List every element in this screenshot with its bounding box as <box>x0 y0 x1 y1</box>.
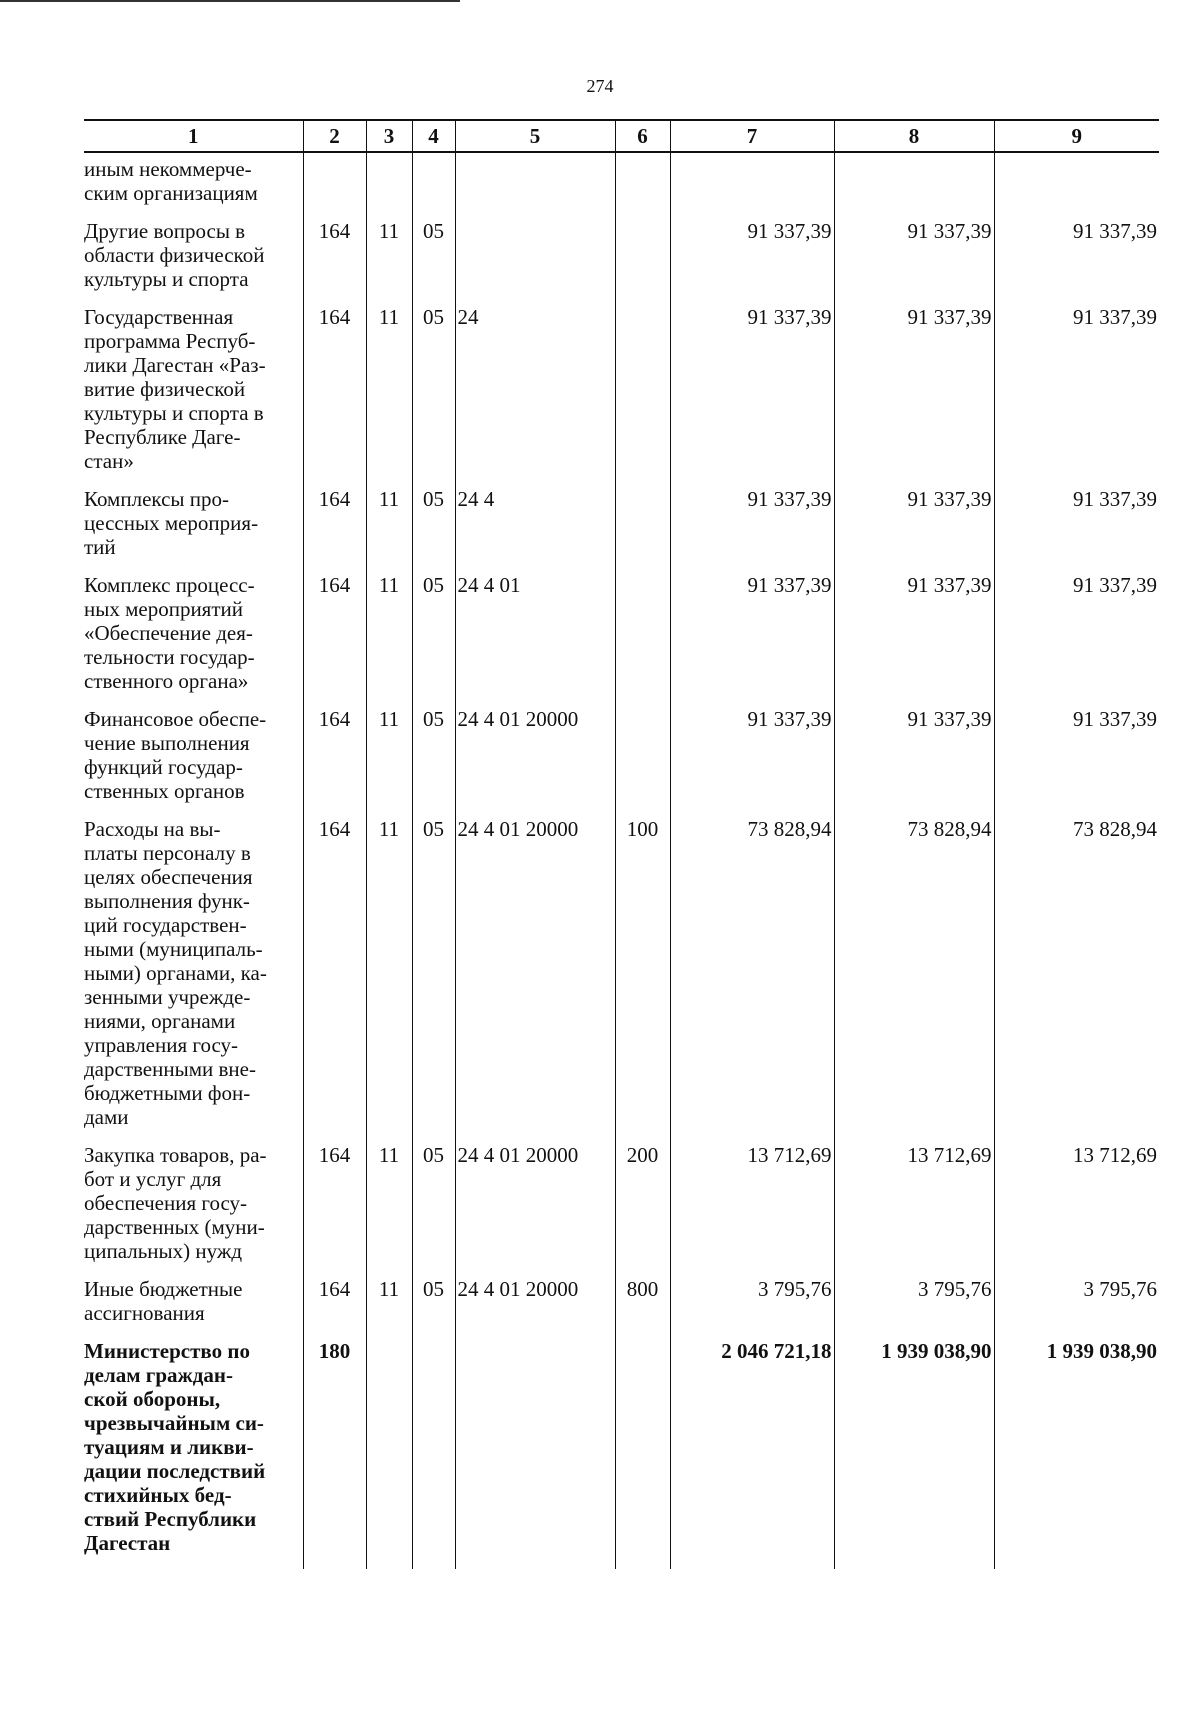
target-article-cell <box>455 152 615 219</box>
item-name-cell: Комплекс процесс- ных мероприятий «Обеспечение дея- тельности государ- ственного органа» <box>84 573 255 693</box>
table-row <box>84 219 1159 305</box>
col-header-9: 9 <box>994 120 1159 152</box>
target-article-cell: 24 4 01 20000 <box>455 817 615 1143</box>
section-code-cell: 11 <box>366 487 412 573</box>
amount-year1-cell <box>670 152 834 219</box>
amount-year3-cell: 91 337,39 <box>994 305 1159 487</box>
amount-year2-cell: 91 337,39 <box>834 487 994 573</box>
amount-year2-cell: 1 939 038,90 <box>834 1339 994 1569</box>
ved-code-cell: 164 <box>303 305 366 487</box>
table-header <box>84 120 1159 152</box>
subsection-code-cell: 05 <box>412 1143 455 1277</box>
table-row <box>84 817 1159 1143</box>
item-name-cell: иным некоммерче- ским организациям <box>84 157 258 205</box>
section-code-cell: 11 <box>366 817 412 1143</box>
section-code-cell: 11 <box>366 1143 412 1277</box>
target-article-cell: 24 4 01 20000 <box>455 1277 615 1339</box>
amount-year1-cell: 13 712,69 <box>670 1143 834 1277</box>
amount-year1-cell: 91 337,39 <box>670 707 834 817</box>
target-article-cell: 24 4 <box>455 487 615 573</box>
item-name-cell: Государственная программа Респуб- лики Дагестан «Раз- витие физической культуры и спорта в Республике Даге- стан» <box>84 305 266 473</box>
ved-code-cell: 164 <box>303 817 366 1143</box>
ved-code-cell: 180 <box>303 1339 366 1569</box>
section-code-cell: 11 <box>366 1277 412 1339</box>
col-header-5: 5 <box>455 120 615 152</box>
table-row <box>84 487 1159 573</box>
target-article-cell: 24 4 01 <box>455 573 615 707</box>
section-code-cell <box>366 1339 412 1569</box>
table-row <box>84 1339 1159 1569</box>
target-article-cell: 24 4 01 20000 <box>455 707 615 817</box>
section-code-cell: 11 <box>366 707 412 817</box>
col-header-7: 7 <box>670 120 834 152</box>
item-name-cell: Расходы на вы- платы персоналу в целях обеспечения выполнения функ- ций государствен- ными (муниципаль- ными) органами, ка- зенными учрежде- ниями, органами управления госу- дарственными вне- бюджетными фон- дами <box>84 817 267 1129</box>
item-name-cell: Иные бюджетные ассигнования <box>84 1277 243 1325</box>
subsection-code-cell: 05 <box>412 219 455 305</box>
table-row <box>84 1143 1159 1277</box>
amount-year1-cell: 91 337,39 <box>670 219 834 305</box>
amount-year2-cell: 91 337,39 <box>834 573 994 707</box>
scan-top-edge-line <box>0 0 460 2</box>
target-article-cell: 24 <box>455 305 615 487</box>
expense-type-cell: 200 <box>615 1143 670 1277</box>
expense-type-cell: 800 <box>615 1277 670 1339</box>
item-name-cell: Другие вопросы в области физической культуры и спорта <box>84 219 265 291</box>
amount-year1-cell: 73 828,94 <box>670 817 834 1143</box>
subsection-code-cell <box>412 152 455 219</box>
expense-type-cell <box>615 1339 670 1569</box>
table-row <box>84 305 1159 487</box>
header-row <box>84 120 1159 152</box>
amount-year3-cell: 91 337,39 <box>994 707 1159 817</box>
col-header-6: 6 <box>615 120 670 152</box>
target-article-cell: 24 4 01 20000 <box>455 1143 615 1277</box>
table-row <box>84 152 1159 219</box>
expense-type-cell <box>615 219 670 305</box>
col-header-4: 4 <box>412 120 455 152</box>
section-code-cell: 11 <box>366 305 412 487</box>
target-article-cell <box>455 1339 615 1569</box>
table-row <box>84 707 1159 817</box>
amount-year1-cell: 2 046 721,18 <box>670 1339 834 1569</box>
subsection-code-cell: 05 <box>412 305 455 487</box>
amount-year3-cell: 73 828,94 <box>994 817 1159 1143</box>
subsection-code-cell: 05 <box>412 573 455 707</box>
budget-table <box>84 119 1159 1569</box>
amount-year2-cell: 73 828,94 <box>834 817 994 1143</box>
page-number: 274 <box>586 76 614 96</box>
amount-year3-cell <box>994 152 1159 219</box>
subsection-code-cell <box>412 1339 455 1569</box>
col-header-2: 2 <box>303 120 366 152</box>
amount-year3-cell: 91 337,39 <box>994 487 1159 573</box>
table-body <box>84 152 1159 1569</box>
expense-type-cell <box>615 152 670 219</box>
section-code-cell: 11 <box>366 219 412 305</box>
amount-year3-cell: 3 795,76 <box>994 1277 1159 1339</box>
item-name-cell: Закупка товаров, ра- бот и услуг для обеспечения госу- дарственных (муни- ципальных) нужд <box>84 1143 267 1263</box>
ved-code-cell: 164 <box>303 1277 366 1339</box>
item-name-cell: Финансовое обеспе- чение выполнения функций государ- ственных органов <box>84 707 267 803</box>
table-row <box>84 1277 1159 1339</box>
target-article-cell <box>455 219 615 305</box>
ved-code-cell <box>303 152 366 219</box>
col-header-1: 1 <box>84 120 303 152</box>
ved-code-cell: 164 <box>303 707 366 817</box>
amount-year2-cell: 91 337,39 <box>834 219 994 305</box>
amount-year2-cell: 13 712,69 <box>834 1143 994 1277</box>
item-name-cell: Министерство по делам граждан- ской обороны, чрезвычайным си- туациям и ликви- дации последствий стихийных бед- ствий Республики Дагестан <box>84 1339 266 1555</box>
subsection-code-cell: 05 <box>412 487 455 573</box>
amount-year2-cell: 91 337,39 <box>834 707 994 817</box>
section-code-cell <box>366 152 412 219</box>
subsection-code-cell: 05 <box>412 707 455 817</box>
section-code-cell: 11 <box>366 573 412 707</box>
amount-year3-cell: 91 337,39 <box>994 219 1159 305</box>
amount-year3-cell: 1 939 038,90 <box>994 1339 1159 1569</box>
amount-year2-cell <box>834 152 994 219</box>
col-header-3: 3 <box>366 120 412 152</box>
amount-year2-cell: 91 337,39 <box>834 305 994 487</box>
amount-year1-cell: 91 337,39 <box>670 487 834 573</box>
table-row <box>84 573 1159 707</box>
amount-year2-cell: 3 795,76 <box>834 1277 994 1339</box>
expense-type-cell <box>615 487 670 573</box>
amount-year3-cell: 13 712,69 <box>994 1143 1159 1277</box>
expense-type-cell <box>615 573 670 707</box>
amount-year1-cell: 91 337,39 <box>670 305 834 487</box>
expense-type-cell <box>615 707 670 817</box>
col-header-8: 8 <box>834 120 994 152</box>
subsection-code-cell: 05 <box>412 817 455 1143</box>
expense-type-cell: 100 <box>615 817 670 1143</box>
expense-type-cell <box>615 305 670 487</box>
amount-year3-cell: 91 337,39 <box>994 573 1159 707</box>
subsection-code-cell: 05 <box>412 1277 455 1339</box>
amount-year1-cell: 91 337,39 <box>670 573 834 707</box>
ved-code-cell: 164 <box>303 487 366 573</box>
ved-code-cell: 164 <box>303 219 366 305</box>
ved-code-cell: 164 <box>303 1143 366 1277</box>
item-name-cell: Комплексы про- цессных мероприя- тий <box>84 487 259 559</box>
amount-year1-cell: 3 795,76 <box>670 1277 834 1339</box>
ved-code-cell: 164 <box>303 573 366 707</box>
